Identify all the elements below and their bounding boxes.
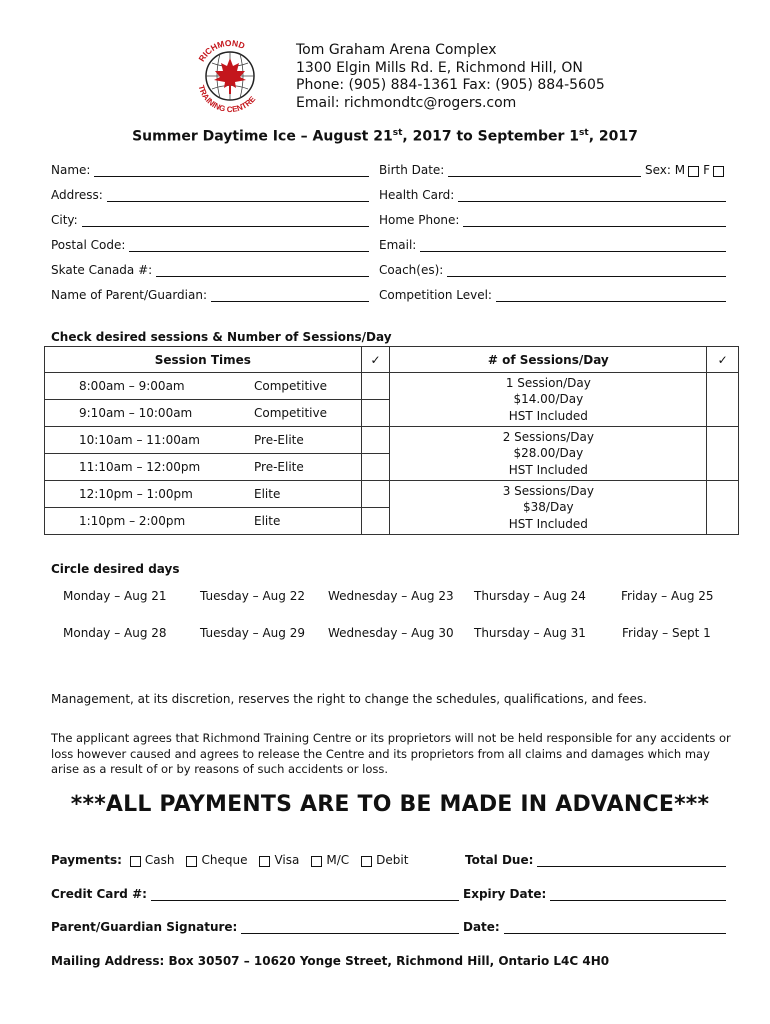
- date-field[interactable]: Date:: [463, 920, 726, 934]
- sessions-heading: Check desired sessions & Number of Sessions/Day: [51, 330, 392, 344]
- day-option[interactable]: Tuesday – Aug 29: [200, 626, 305, 640]
- contact-line: 1300 Elgin Mills Rd. E, Richmond Hill, ON: [296, 59, 583, 76]
- day-option[interactable]: Monday – Aug 28: [63, 626, 167, 640]
- health-card-field[interactable]: Health Card:: [379, 188, 726, 202]
- parent-name-field[interactable]: Name of Parent/Guardian:: [51, 288, 369, 302]
- session-row: 11:10am – 12:00pm Pre-Elite: [45, 454, 362, 481]
- day-option[interactable]: Thursday – Aug 24: [474, 589, 586, 603]
- session-row: 8:00am – 9:00am Competitive: [45, 373, 362, 400]
- session-row: 1:10pm – 2:00pm Elite: [45, 508, 362, 535]
- session-checkbox[interactable]: [361, 481, 390, 508]
- sex-field[interactable]: Sex: M F: [645, 163, 728, 177]
- day-option[interactable]: Monday – Aug 21: [63, 589, 167, 603]
- col-check-count: ✓: [707, 347, 739, 373]
- day-option[interactable]: Tuesday – Aug 22: [200, 589, 305, 603]
- day-option[interactable]: Wednesday – Aug 30: [328, 626, 454, 640]
- email-field[interactable]: Email:: [379, 238, 726, 252]
- signature-field[interactable]: Parent/Guardian Signature:: [51, 920, 459, 934]
- name-field[interactable]: Name:: [51, 163, 369, 177]
- package-3: 3 Sessions/Day $38/Day HST Included: [390, 481, 707, 535]
- col-check-sessions: ✓: [361, 347, 390, 373]
- package-checkbox[interactable]: [707, 481, 739, 535]
- home-phone-field[interactable]: Home Phone:: [379, 213, 726, 227]
- svg-text:TRAINING CENTRE: TRAINING CENTRE: [196, 84, 258, 115]
- debit-checkbox[interactable]: [361, 856, 372, 867]
- credit-card-field[interactable]: Credit Card #:: [51, 887, 459, 901]
- sessions-table: [44, 346, 739, 535]
- day-option[interactable]: Thursday – Aug 31: [474, 626, 586, 640]
- package-2: 2 Sessions/Day $28.00/Day HST Included: [390, 427, 707, 481]
- mailing-address: Mailing Address: Box 30507 – 10620 Yonge Street, Richmond Hill, Ontario L4C 4H0: [51, 954, 610, 968]
- session-checkbox[interactable]: [361, 427, 390, 454]
- session-row: 9:10am – 10:00am Competitive: [45, 400, 362, 427]
- payment-methods: Payments: Cash Cheque Visa M/C Debit: [51, 853, 409, 867]
- col-sessions-per-day: # of Sessions/Day: [390, 347, 707, 373]
- visa-checkbox[interactable]: [259, 856, 270, 867]
- expiry-date-field[interactable]: Expiry Date:: [463, 887, 726, 901]
- richmond-training-centre-logo: [190, 36, 270, 116]
- mc-checkbox[interactable]: [311, 856, 322, 867]
- session-checkbox[interactable]: [361, 373, 390, 400]
- competition-level-field[interactable]: Competition Level:: [379, 288, 726, 302]
- day-option[interactable]: Wednesday – Aug 23: [328, 589, 454, 603]
- session-checkbox[interactable]: [361, 400, 390, 427]
- sex-f-checkbox[interactable]: [713, 166, 724, 177]
- payment-banner: ***ALL PAYMENTS ARE TO BE MADE IN ADVANCE***: [70, 792, 710, 817]
- cheque-checkbox[interactable]: [186, 856, 197, 867]
- session-checkbox[interactable]: [361, 508, 390, 535]
- form-title: Summer Daytime Ice – August 21st, 2017 to September 1st, 2017: [132, 128, 638, 145]
- package-1: 1 Session/Day $14.00/Day HST Included: [390, 373, 707, 427]
- svg-text:RICHMOND: RICHMOND: [196, 37, 247, 64]
- col-session-times: Session Times: [45, 347, 362, 373]
- postal-code-field[interactable]: Postal Code:: [51, 238, 369, 252]
- sex-m-checkbox[interactable]: [688, 166, 699, 177]
- cash-checkbox[interactable]: [130, 856, 141, 867]
- coaches-field[interactable]: Coach(es):: [379, 263, 726, 277]
- days-heading: Circle desired days: [51, 562, 180, 576]
- contact-block: [296, 42, 605, 112]
- management-note: Management, at its discretion, reserves the right to change the schedules, qualifications, and fees.: [51, 692, 647, 706]
- contact-line: Tom Graham Arena Complex: [296, 42, 497, 58]
- session-row: 10:10am – 11:00am Pre-Elite: [45, 427, 362, 454]
- session-checkbox[interactable]: [361, 454, 390, 481]
- package-checkbox[interactable]: [707, 373, 739, 427]
- address-field[interactable]: Address:: [51, 188, 369, 202]
- day-option[interactable]: Friday – Aug 25: [621, 589, 714, 603]
- session-row: 12:10pm – 1:00pm Elite: [45, 481, 362, 508]
- contact-line: Phone: (905) 884-1361 Fax: (905) 884-5605: [296, 77, 605, 93]
- skate-canada-field[interactable]: Skate Canada #:: [51, 263, 369, 277]
- city-field[interactable]: City:: [51, 213, 369, 227]
- day-option[interactable]: Friday – Sept 1: [622, 626, 711, 640]
- total-due-field[interactable]: Total Due:: [465, 853, 726, 867]
- package-checkbox[interactable]: [707, 427, 739, 481]
- contact-line: Email: richmondtc@rogers.com: [296, 94, 517, 111]
- waiver-text: The applicant agrees that Richmond Training Centre or its proprietors will not be held responsible for any accidents or loss however caused and agrees to release the Centre and its proprietors from all claims and damages which may arise as a result of or by reasons of such accidents or loss.: [51, 731, 731, 776]
- birth-date-field[interactable]: Birth Date:: [379, 163, 641, 177]
